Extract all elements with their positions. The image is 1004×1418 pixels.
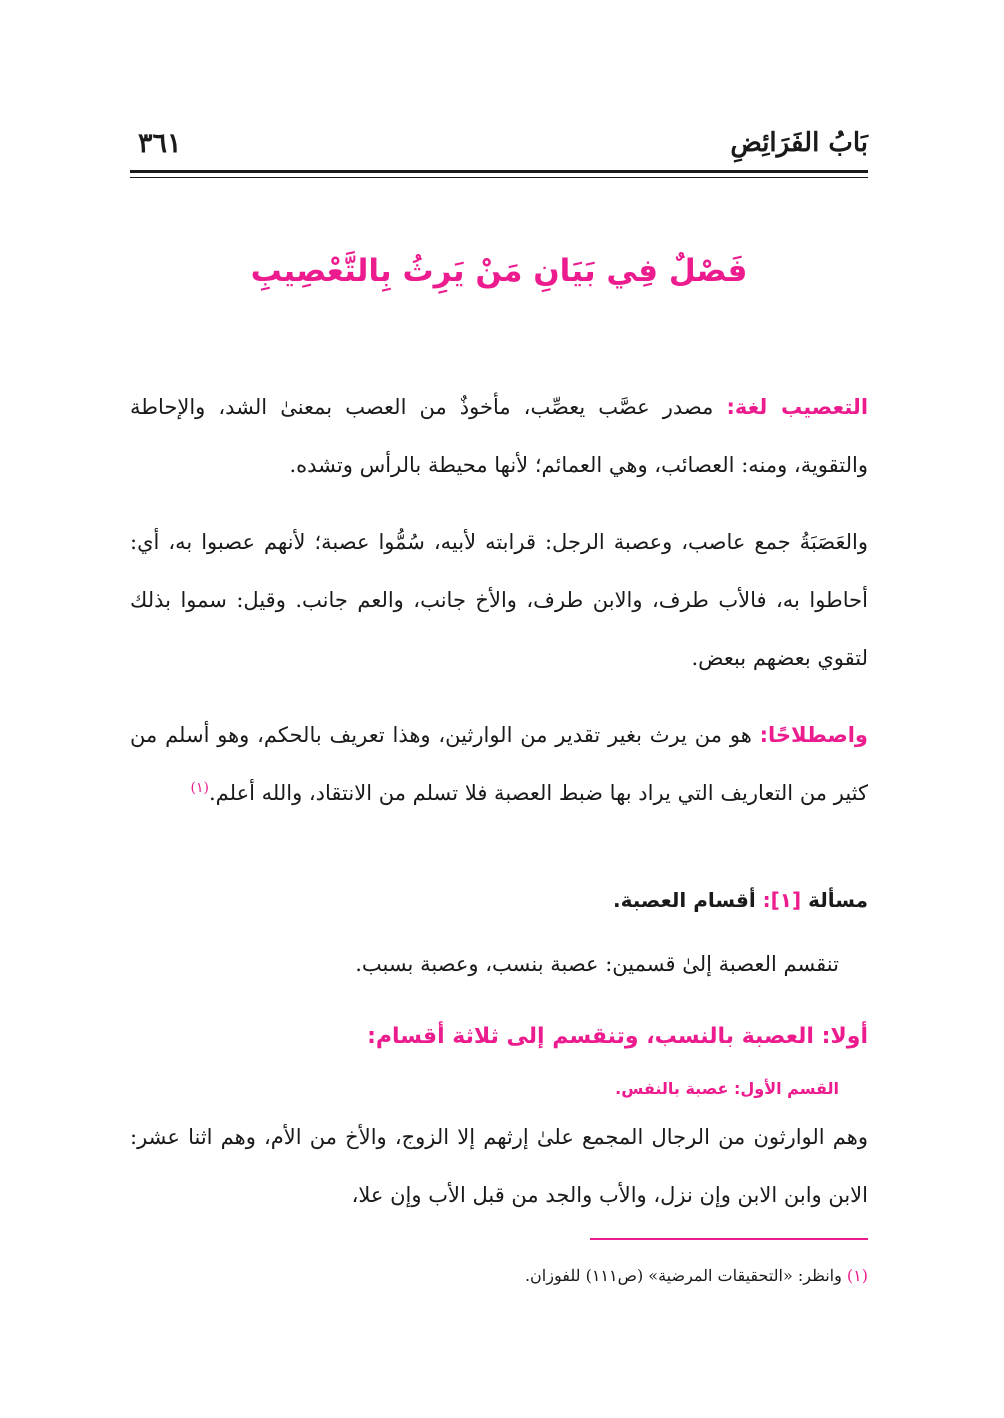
paragraph-asaba-by-self: [130, 1108, 868, 1224]
paragraph-text: وهم الوارثون من الرجال المجمع علىٰ إرثهم إلا الزوج، والأخ من الأم، وهم اثنا عشر: الابن وابن الابن وإن نزل، والأب والجد من قبل الأب وإن علا،: [130, 1125, 868, 1207]
sub-sub-heading: القسم الأول: عصبة بالنفس.: [615, 1079, 839, 1098]
header-rule-thin: [130, 177, 868, 178]
footnote-reference[interactable]: (١): [190, 780, 209, 796]
paragraph-text: مصدر عصَّب يعصِّب، مأخوذٌ من العصب بمعنىٰ الشد، والإحاطة والتقوية، ومنه: العصائب، وهي العمائم؛ لأنها محيطة بالرأس وتشده.: [130, 395, 868, 477]
issue-body: تنقسم العصبة إلىٰ قسمين: عصبة بنسب، وعصبة بسبب.: [355, 952, 839, 976]
footnote-number: (١): [846, 1266, 868, 1285]
issue-number: [١]:: [762, 888, 802, 912]
header-rule-thick: [130, 170, 868, 173]
paragraph-asaba-meaning: [130, 513, 868, 687]
issue-title: أقسام العصبة.: [612, 888, 763, 912]
footnote: [525, 1266, 868, 1285]
paragraph-technical-definition: [130, 706, 868, 822]
technical-label: واصطلاحًا:: [759, 723, 868, 747]
paragraph-text: هو من يرث بغير تقدير من الوارثين، وهذا تعريف بالحكم، وهو أسلم من كثير من التعاريف التي يراد بها ضبط العصبة فلا تسلم من الانتقاد، والله أعلم.: [130, 723, 868, 805]
issue-label: مسألة: [808, 888, 868, 912]
page-number: ٣٦١: [138, 128, 182, 159]
paragraph-text: والعَصَبَةُ جمع عاصب، وعصبة الرجل: قرابته لأبيه، سُمُّوا عصبة؛ لأنهم عصبوا به، أي: أحاطوا به، فالأب طرف، والابن طرف، والأخ جانب، والعم جانب. وقيل: سموا بذلك لتقوي بعضهم ببعض.: [130, 530, 868, 670]
linguistic-label: التعصيب لغة:: [726, 395, 869, 419]
paragraph-linguistic-definition: [130, 378, 868, 494]
running-title: بَابُ الفَرَائِضِ: [730, 128, 868, 158]
issue-heading: [613, 888, 868, 912]
sub-heading: أولا: العصبة بالنسب، وتنقسم إلى ثلاثة أقسام:: [367, 1024, 868, 1049]
section-heading: فَصْلٌ فِي بَيَانِ مَنْ يَرِثُ بِالتَّعْصِيبِ: [250, 253, 748, 289]
footnote-separator: [590, 1238, 868, 1240]
footnote-text: وانظر: «التحقيقات المرضية» (ص١١١) للفوزان.: [524, 1266, 847, 1285]
